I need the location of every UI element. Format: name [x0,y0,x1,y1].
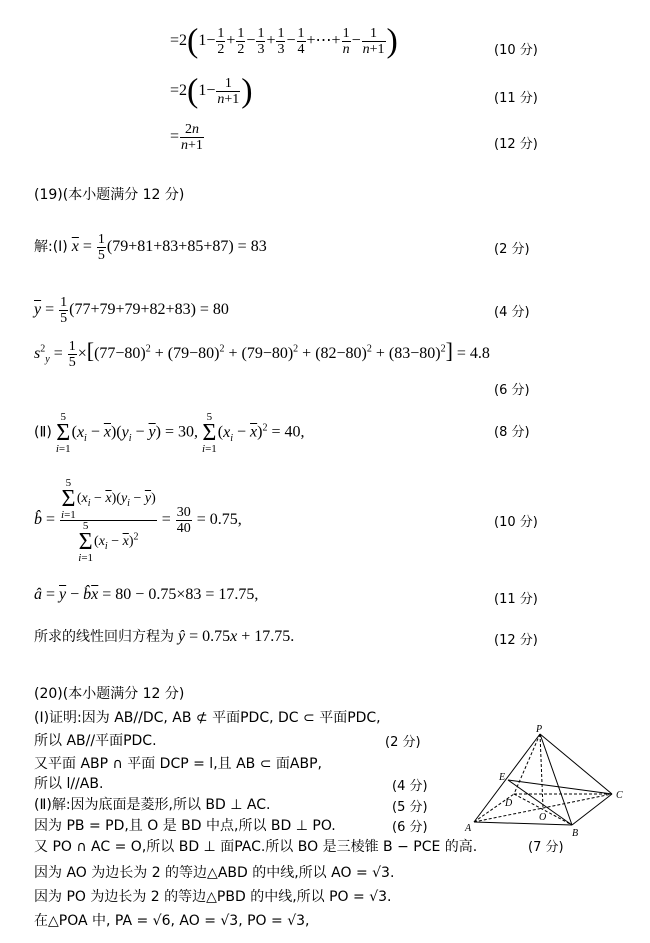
label-D: D [505,798,513,809]
q20-heading: (20)(本小题满分 12 分) [34,686,185,702]
score-q20-5: (5 分) [392,800,428,815]
q19-variance-expression: $s^2_y$ = $\frac{1}{5}$ $\times[(77-80)^2 + (79-80)^2 + (79-80)^2 + (82-80)^2 + (83-80)^2] = 4.8$ [34,338,490,370]
q20-line-7: 又 PO ∩ AC = O,所以 BD ⊥ 面PAC.所以 BO 是三棱锥 B − PCE 的高. [34,839,478,855]
q20-line-3: 又平面 ABP ∩ 平面 DCP = l,且 AB ⊂ 面ABP, [34,756,322,772]
q20-line-1: (Ⅰ)证明:因为 AB//DC, AB ⊄ 平面PDC, DC ⊂ 平面PDC, [34,710,381,726]
score-11b: (11 分) [494,592,538,607]
q20-line-6: 因为 PB = PD,且 O 是 BD 中点,所以 BD ⊥ PO. [34,818,336,834]
label-E: E [499,772,506,783]
q19-heading: (19)(本小题满分 12 分) [34,187,185,203]
score-8: (8 分) [494,425,530,440]
score-12: (12 分) [494,137,538,152]
label-C: C [616,790,623,801]
edge-AB [474,822,572,825]
score-q20-4: (4 分) [392,779,428,794]
label-O: O [539,812,547,823]
score-11: (11 分) [494,91,538,106]
q20-line-10: 在△POA 中, PA = √6, AO = √3, PO = √3, [34,913,310,929]
score-q20-6: (6 分) [392,820,428,835]
q19-xbar-expression: 解:(Ⅰ) $\overline{x}$ = $\frac{1}{5}$ (79+81+83+85+87) = 83 [34,232,267,263]
score-q20-2: (2 分) [385,735,421,750]
edge-BC [572,794,612,825]
sum-telescoping-expression: =2(1− $\frac{1}{2}$ + $\frac{1}{2}$ − $\frac{1}{3}$ + $\frac{1}{3}$ − $\frac{1}{4}$ +⋯+ $\frac{1}{n}$ − $\frac{1}{n+1}$ ) [170,22,398,60]
score-10b: (10 分) [494,515,538,530]
score-4: (4 分) [494,305,530,320]
label-B: B [572,828,579,839]
q20-line-4: 所以 l//AB. [34,776,104,792]
q20-line-8: 因为 AO 为边长为 2 的等边△ABD 的中线,所以 AO = √3. [34,865,395,881]
score-q20-7: (7 分) [528,840,564,855]
q19-sums-expression: (Ⅱ) 5 Σ $i=1(x_i - \overline{x})(y_i - \overline{y}) = 30$, 5 Σ $i=1(x_i - \overline{x})^2 = 40$, [34,411,305,455]
q19-ahat-expression: â = $\overline{y}$ − $b̂\overline{x} = 80 - 0.75\times 83 = 17.75$, [34,586,259,603]
score-2: (2 分) [494,242,530,257]
q20-line-2: 所以 AB//平面PDC. [34,733,157,749]
score-10: (10 分) [494,43,538,58]
edge-PO [540,734,543,808]
sum-simplified-expression: =2(1− $\frac{1}{n+1}$ ) [170,72,253,110]
score-12b: (12 分) [494,633,538,648]
label-A: A [465,823,472,834]
q19-regression-expression: 所求的线性回归方程为 ŷ = 0.75x + 17.75. [34,628,295,645]
pyramid-figure [462,722,632,852]
label-P: P [536,724,543,735]
q20-line-5: (Ⅱ)解:因为底面是菱形,所以 BD ⊥ AC. [34,797,271,813]
sum-result-expression: = $\frac{2n}{n+1}$ [170,122,203,153]
q19-bhat-expression: b̂ = 5 Σ $i=1(x_i - \overline{x})(y_i - \overline{y})$ 5 Σ $i=1(x_i - \overline{x})^2$ = $\frac{30}{40}$ = 0.75, [34,477,242,564]
q19-ybar-expression: $\overline{y}$ = $\frac{1}{5}$ (77+79+79+82+83) = 80 [34,295,229,326]
score-6: (6 分) [494,383,530,398]
q20-line-9: 因为 PO 为边长为 2 的等边△PBD 的中线,所以 PO = √3. [34,889,392,905]
